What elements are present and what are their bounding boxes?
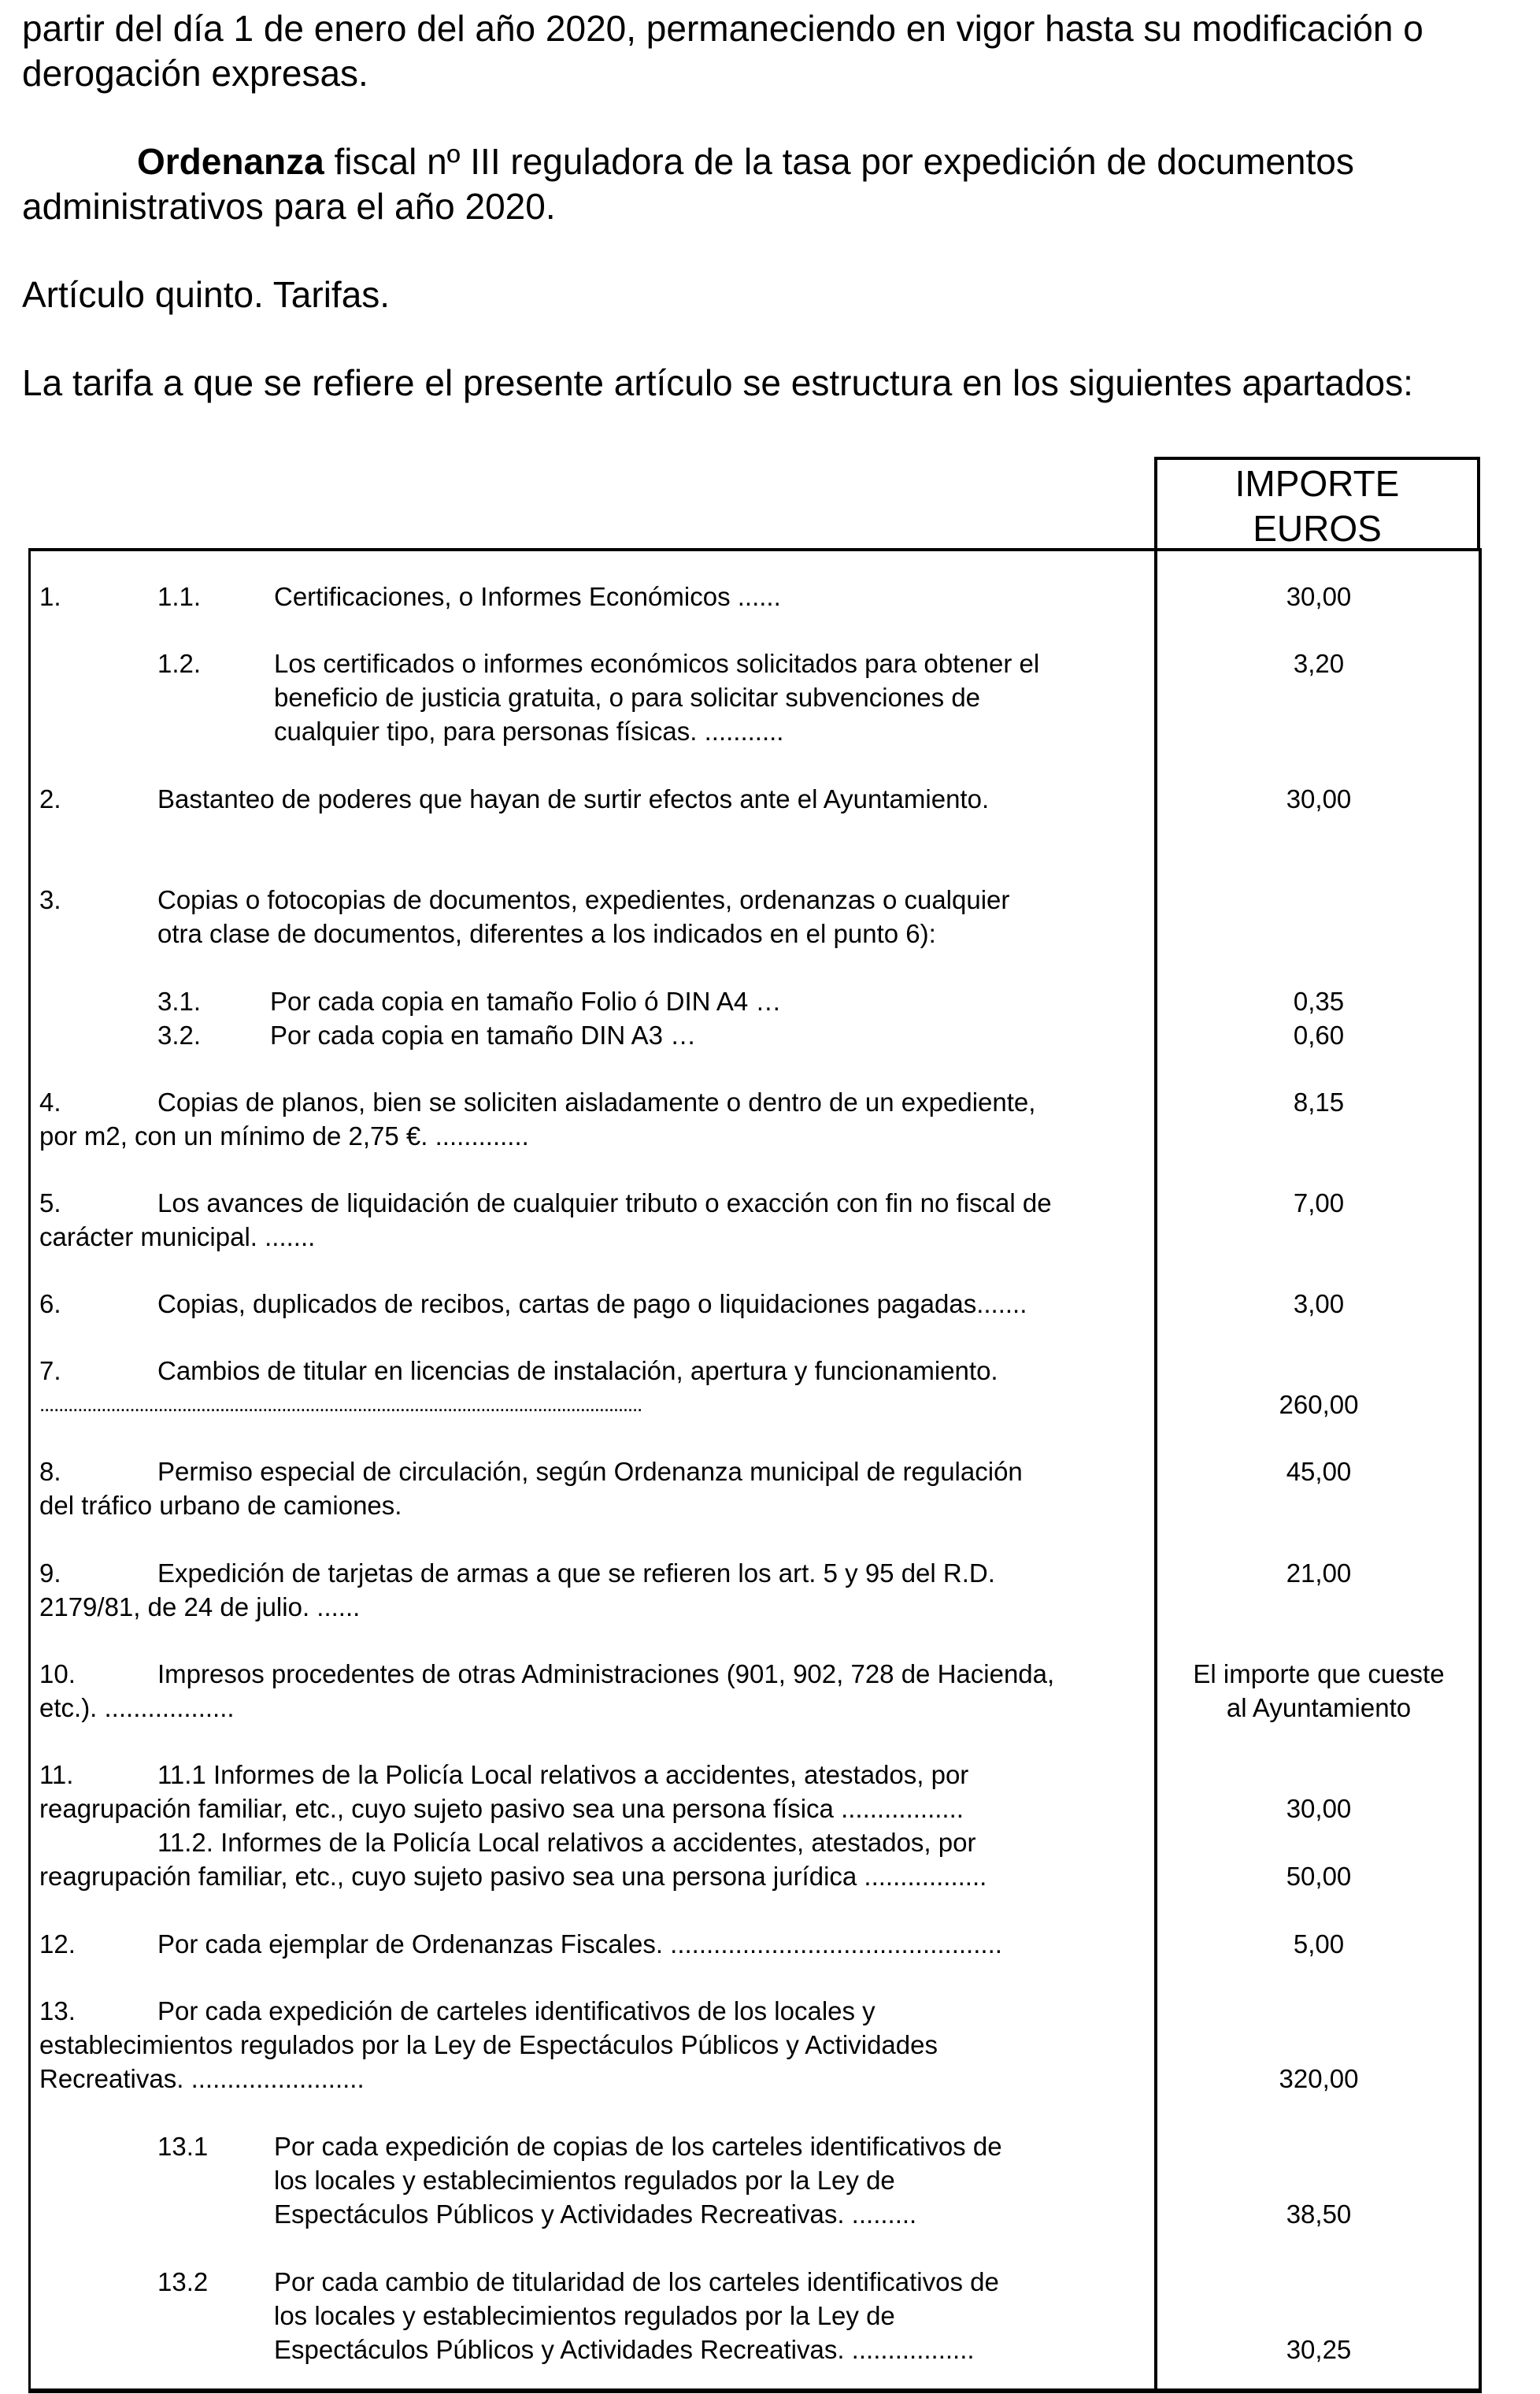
row-8-amount: 45,00 [1286,1457,1352,1486]
row-13-number: 13. [39,1996,76,2025]
row-4-number: 4. [39,1088,61,1117]
row-13-text-2: establecimientos regulados por la Ley de Espectáculos Públicos y Actividades [39,2030,938,2059]
row-10-text-1: Impresos procedentes de otras Administraciones (901, 902, 728 de Hacienda, [157,1659,1055,1688]
row-6-text: Copias, duplicados de recibos, cartas de pago o liquidaciones pagadas....... [157,1289,1027,1318]
row-11-1-text-1: 11.1 Informes de la Policía Local relativos a accidentes, atestados, por [157,1760,969,1789]
row-13-2-text-3: Espectáculos Públicos y Actividades Recreativas. ................. [274,2335,975,2364]
row-12-text: Por cada ejemplar de Ordenanzas Fiscales. .............................................. [157,1929,1002,1959]
row-10-amount-2: al Ayuntamiento [1226,1693,1412,1722]
row-3-1-number: 3.1. [157,987,202,1016]
row-1-2-text-2: beneficio de justicia gratuita, o para solicitar subvenciones de [274,683,981,712]
row-13-1-text-2: los locales y establecimientos regulados por la Ley de [274,2166,895,2195]
tarifa-intro: La tarifa a que se refiere el presente artículo se estructura en los siguientes apartados: [22,362,1413,403]
ordenanza-title-rest: fiscal nº III reguladora de la tasa por expedición de documentos [324,141,1354,182]
intro-line-2: derogación expresas. [22,53,368,94]
row-1-1-text: Certificaciones, o Informes Económicos ...... [274,582,781,611]
row-13-1-text-3: Espectáculos Públicos y Actividades Recreativas. ......... [274,2199,917,2229]
row-11-number: 11. [39,1760,74,1789]
row-12-amount: 5,00 [1293,1929,1345,1959]
intro-line-1: partir del día 1 de enero del año 2020, permaneciendo en vigor hasta su modificación o [22,8,1423,49]
row-4-text-2: por m2, con un mínimo de 2,75 €. ............. [39,1121,529,1151]
row-13-text-1: Por cada expedición de carteles identificativos de los locales y [157,1996,876,2025]
row-13-amount: 320,00 [1279,2064,1359,2093]
row-13-text-3: Recreativas. ........................ [39,2064,365,2093]
row-5-amount: 7,00 [1293,1188,1345,1217]
row-13-2-text-2: los locales y establecimientos regulados por la Ley de [274,2301,895,2330]
row-3-number: 3. [39,885,61,914]
row-7-number: 7. [39,1356,61,1385]
row-3-text-1: Copias o fotocopias de documentos, expedientes, ordenanzas o cualquier [157,885,1010,914]
row-2-number: 2. [39,784,61,813]
row-11-2-text-2: reagrupación familiar, etc., cuyo sujeto pasivo sea una persona jurídica ................. [39,1862,987,1891]
row-1-1-amount: 30,00 [1286,582,1352,611]
row-13-2-amount: 30,25 [1286,2335,1352,2364]
row-13-1-text-1: Por cada expedición de copias de los carteles identificativos de [274,2132,1002,2161]
row-3-2-amount: 0,60 [1293,1021,1345,1050]
importe-header-line-1: IMPORTE [1235,463,1400,504]
row-8-number: 8. [39,1457,61,1486]
row-11-2-text-1: 11.2. Informes de la Policía Local relativos a accidentes, atestados, por [157,1828,976,1857]
articulo-heading: Artículo quinto. Tarifas. [22,274,391,315]
row-3-text-2: otra clase de documentos, diferentes a los indicados en el punto 6): [157,919,936,948]
row-6-number: 6. [39,1289,61,1318]
row-1-2-text-3: cualquier tipo, para personas físicas. ........... [274,717,784,746]
row-9-text-2: 2179/81, de 24 de julio. ...... [39,1592,361,1621]
importe-header [1154,457,1480,549]
row-11-1-text-2: reagrupación familiar, etc., cuyo sujeto pasivo sea una persona física ................. [39,1794,964,1823]
ordenanza-bold: Ordenanza [137,141,324,182]
row-10-text-2: etc.). .................. [39,1693,235,1722]
ordenanza-title [137,139,1354,184]
row-5-text-2: carácter municipal. ....... [39,1222,316,1251]
row-5-text-1: Los avances de liquidación de cualquier tributo o exacción con fin no fiscal de [157,1188,1052,1217]
row-1-number: 1. [39,582,61,611]
row-9-number: 9. [39,1558,61,1588]
row-5-number: 5. [39,1188,61,1217]
row-3-2-text: Por cada copia en tamaño DIN A3 … [270,1021,697,1050]
row-10-amount-1: El importe que cueste [1193,1659,1445,1688]
row-13-1-amount: 38,50 [1286,2199,1352,2229]
row-1-2-number: 1.2. [157,649,202,678]
row-2-text: Bastanteo de poderes que hayan de surtir efectos ante el Ayuntamiento. [157,784,990,813]
row-7-amount: 260,00 [1279,1390,1359,1419]
row-13-2-text-1: Por cada cambio de titularidad de los carteles identificativos de [274,2267,999,2296]
row-3-1-text: Por cada copia en tamaño Folio ó DIN A4 … [270,987,782,1016]
row-3-2-number: 3.2. [157,1021,202,1050]
row-1-2-amount: 3,20 [1293,649,1345,678]
row-10-number: 10. [39,1659,76,1688]
row-9-amount: 21,00 [1286,1558,1352,1588]
ordenanza-title-line-2: administrativos para el año 2020. [22,186,556,227]
row-8-text-1: Permiso especial de circulación, según Ordenanza municipal de regulación [157,1457,1023,1486]
row-12-number: 12. [39,1929,76,1959]
row-7-text-1: Cambios de titular en licencias de instalación, apertura y funcionamiento. [157,1356,998,1385]
row-11-2-amount: 50,00 [1286,1862,1352,1891]
row-4-text-1: Copias de planos, bien se soliciten aisladamente o dentro de un expediente, [157,1088,1036,1117]
row-9-text-1: Expedición de tarjetas de armas a que se refieren los art. 5 y 95 del R.D. [157,1558,995,1588]
row-2-amount: 30,00 [1286,784,1352,813]
row-3-1-amount: 0,35 [1293,987,1345,1016]
row-13-1-number: 13.1 [157,2132,209,2161]
importe-header-line-2: EUROS [1253,508,1382,549]
row-6-amount: 3,00 [1293,1289,1345,1318]
row-8-text-2: del tráfico urbano de camiones. [39,1491,402,1520]
row-1-1-number: 1.1. [157,582,202,611]
row-4-amount: 8,15 [1293,1088,1345,1117]
row-1-2-text-1: Los certificados o informes económicos solicitados para obtener el [274,649,1040,678]
row-11-1-amount: 30,00 [1286,1794,1352,1823]
row-13-2-number: 13.2 [157,2267,209,2296]
row-7-leader-dots: ............................................................................................................................... [39,1392,642,1416]
